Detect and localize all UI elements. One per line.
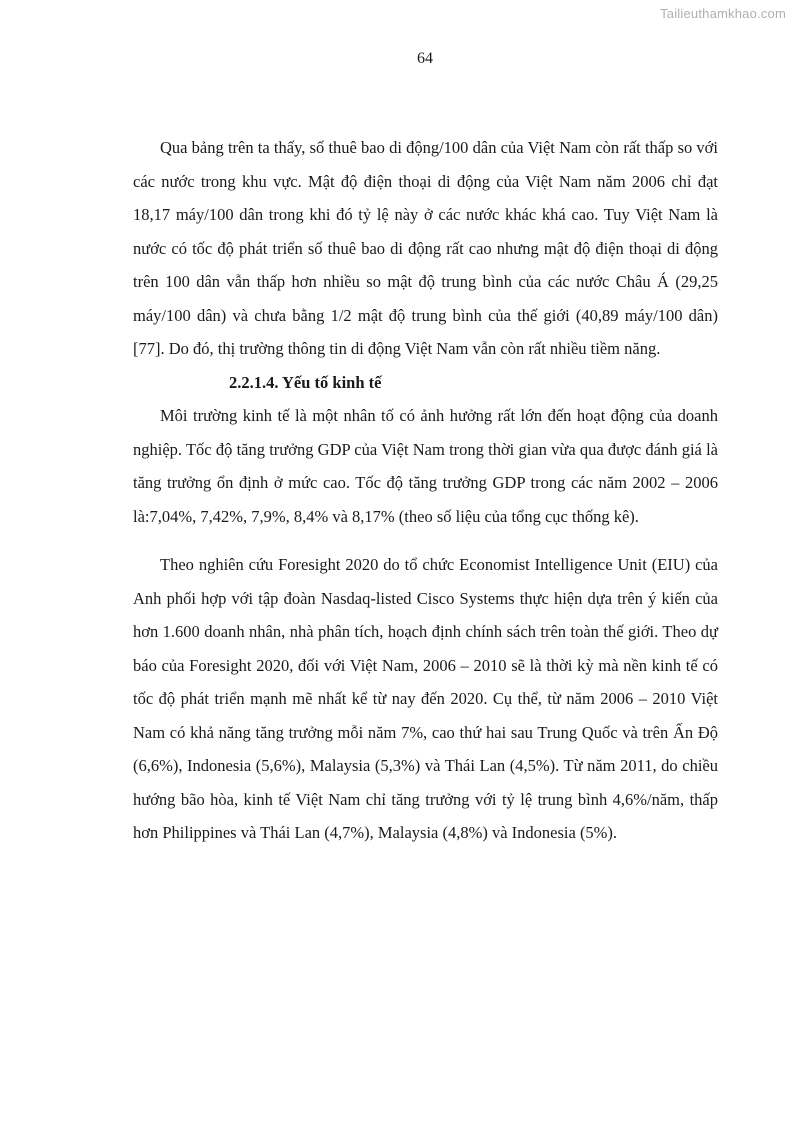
- paragraph-economic-environment: Môi trường kinh tế là một nhân tố có ảnh hưởng rất lớn đến hoạt động của doanh nghiệp. Tốc độ tăng trưởng GDP của Việt Nam trong thời gian vừa qua được đánh giá là tăng trưởng ổn định ở mức cao. Tốc độ tăng trưởng GDP trong các năm 2002 – 2006 là:7,04%, 7,42%, 7,9%, 8,4% và 8,17% (theo số liệu của tổng cục thống kê).: [133, 406, 718, 526]
- page-number: 64: [417, 50, 433, 67]
- watermark-text: Tailieuthamkhao.com: [660, 6, 786, 21]
- section-heading-economic-factor: 2.2.1.4. Yếu tố kinh tế: [229, 372, 382, 392]
- document-body: [133, 131, 718, 850]
- paragraph-mobile-density: Qua bảng trên ta thấy, số thuê bao di động/100 dân của Việt Nam còn rất thấp so với các nước trong khu vực. Mật độ điện thoại di động của Việt Nam năm 2006 chỉ đạt 18,17 máy/100 dân trong khi đó tỷ lệ này ở các nước khác khá cao. Tuy Việt Nam là nước có tốc độ phát triển số thuê bao di động rất cao nhưng mật độ điện thoại di động trên 100 dân vẫn thấp hơn nhiều so mật độ trung bình của các nước Châu Á (29,25 máy/100 dân) và chưa bằng 1/2 mật độ trung bình của thế giới (40,89 máy/100 dân) [77]. Do đó, thị trường thông tin di động Việt Nam vẫn còn rất nhiều tiềm năng.: [133, 138, 718, 358]
- paragraph-foresight-2020: Theo nghiên cứu Foresight 2020 do tổ chức Economist Intelligence Unit (EIU) của Anh phối hợp với tập đoàn Nasdaq-listed Cisco Systems thực hiện dựa trên ý kiến của hơn 1.600 doanh nhân, nhà phân tích, hoạch định chính sách trên toàn thế giới. Theo dự báo của Foresight 2020, đối với Việt Nam, 2006 – 2010 sẽ là thời kỳ mà nền kinh tế có tốc độ phát triển mạnh mẽ nhất kể từ nay đến 2020. Cụ thể, từ năm 2006 – 2010 Việt Nam có khả năng tăng trưởng mỗi năm 7%, cao thứ hai sau Trung Quốc và trên Ấn Độ (6,6%), Indonesia (5,6%), Malaysia (5,3%) và Thái Lan (4,5%). Từ năm 2011, do chiều hướng bão hòa, kinh tế Việt Nam chỉ tăng trưởng với tỷ lệ trung bình 4,6%/năm, thấp hơn Philippines và Thái Lan (4,7%), Malaysia (4,8%) và Indonesia (5%).: [133, 555, 718, 842]
